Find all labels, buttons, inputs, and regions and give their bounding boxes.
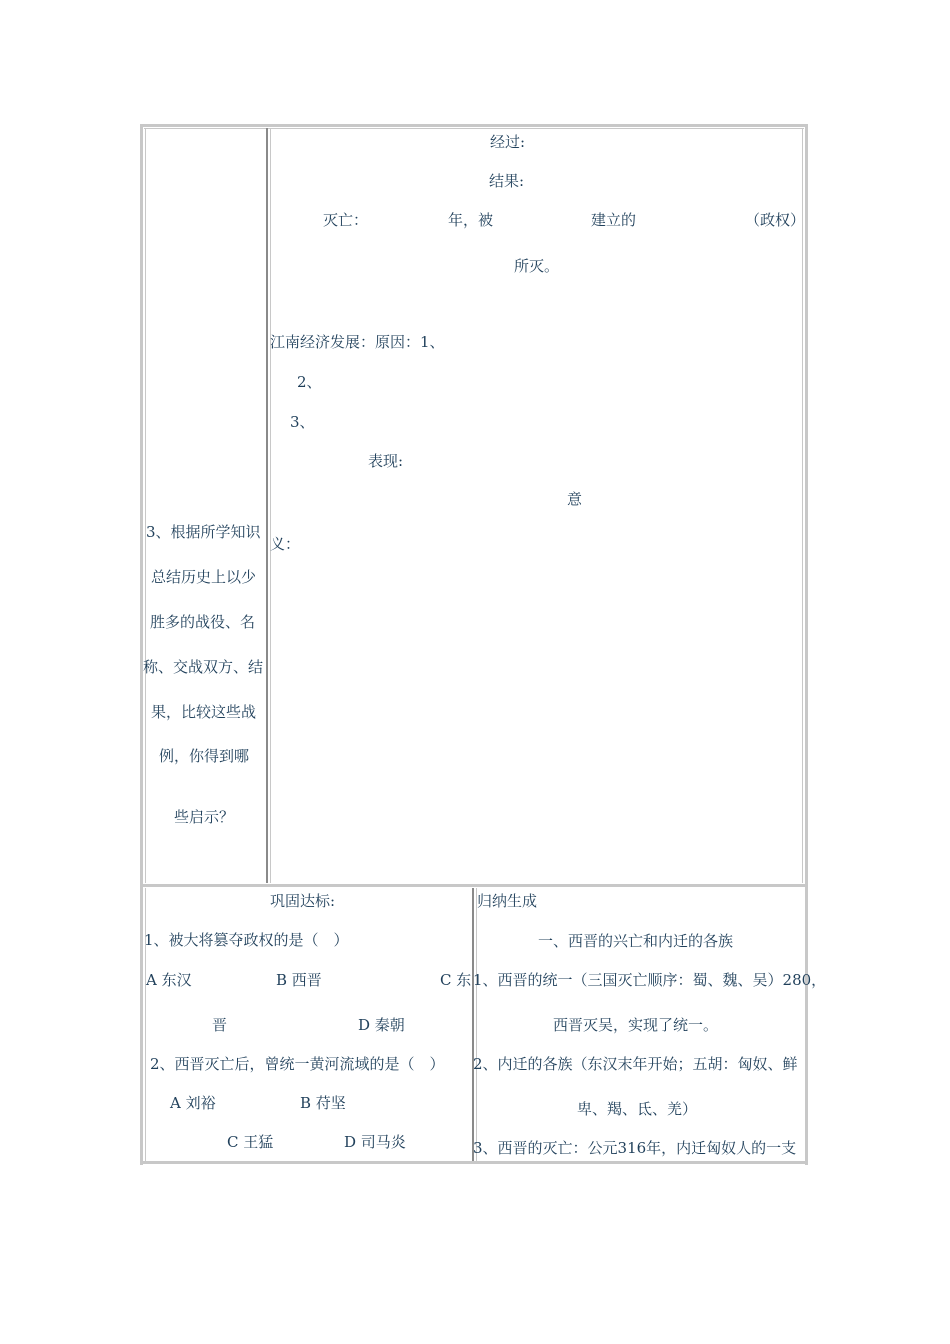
question-line: 总结历史上以少 — [151, 568, 257, 586]
q1-option-c: C 东 — [440, 971, 472, 989]
summary-heading: 归纳生成 — [477, 892, 538, 910]
question-line: 胜多的战役、名 — [150, 613, 256, 631]
summary-item-1-cont: 西晋灭吴，实现了统一。 — [553, 1016, 719, 1034]
bottom-table-border-left — [140, 884, 143, 1165]
question-line: 3、根据所学知识 — [146, 523, 261, 541]
question-1: 1、被大将篡夺政权的是（ ） — [144, 931, 349, 949]
reason-2: 2、 — [297, 373, 322, 391]
q2-option-c: C 王猛 — [227, 1133, 274, 1151]
summary-item-1: 1、西晋的统一（三国灭亡顺序：蜀、魏、吴）280， — [473, 971, 827, 989]
reason-3: 3、 — [290, 413, 315, 431]
manifestation-label: 表现: — [368, 452, 404, 470]
bottom-table-border-left-inner — [145, 888, 146, 1161]
q1-option-d: D 秦朝 — [358, 1016, 405, 1034]
top-table-border-top-inner — [144, 128, 804, 129]
top-table-border-left — [140, 124, 143, 887]
q1-option-a: A 东汉 — [146, 971, 192, 989]
top-table-divider-inner — [270, 128, 271, 883]
fall-label: 灭亡： — [323, 211, 369, 229]
question-line: 例，你得到哪 — [159, 747, 250, 765]
q2-option-b: B 苻坚 — [300, 1094, 346, 1112]
summary-section-title: 一、西晋的兴亡和内迁的各族 — [538, 932, 734, 950]
destroyed-label: 所灭。 — [514, 257, 560, 275]
top-table-border-top — [140, 124, 808, 127]
bottom-table-border-bottom — [140, 1161, 808, 1164]
question-line: 果，比较这些战 — [151, 703, 257, 721]
question-line: 些启示？ — [174, 808, 235, 826]
q2-option-a: A 刘裕 — [170, 1094, 216, 1112]
summary-item-2-cont: 卑、羯、氐、羌） — [577, 1100, 698, 1118]
question-2: 2、西晋灭亡后，曾统一黄河流域的是（ ） — [150, 1055, 445, 1073]
q1-option-b: B 西晋 — [276, 971, 322, 989]
process-label: 经过: — [490, 133, 526, 151]
summary-item-2: 2、内迁的各族（东汉末年开始；五胡：匈奴、鲜 — [473, 1055, 798, 1073]
bottom-table-border-right — [805, 884, 808, 1165]
bottom-table-divider — [472, 888, 474, 1161]
significance-label-part2: 义： — [270, 535, 301, 553]
q2-option-d: D 司马炎 — [344, 1133, 406, 1151]
bottom-table-divider-inner — [476, 888, 477, 1161]
top-table-border-right — [805, 124, 808, 887]
q1-option-c-continued: 晋 — [212, 1016, 228, 1034]
regime-label: （政权） — [745, 211, 806, 229]
consolidation-heading: 巩固达标: — [270, 892, 336, 910]
top-table-divider — [266, 128, 268, 883]
question-line: 称、交战双方、结 — [143, 658, 264, 676]
result-label: 结果: — [489, 172, 525, 190]
summary-item-3: 3、西晋的灭亡：公元316年，内迁匈奴人的一支 — [473, 1139, 797, 1157]
established-label: 建立的 — [591, 211, 637, 229]
top-table-border-left-inner — [145, 128, 146, 883]
top-table-border-right-inner — [802, 128, 803, 883]
bottom-table-border-top — [145, 885, 800, 887]
jiangnan-economy-label: 江南经济发展：原因：1、 — [270, 333, 445, 351]
year-label: 年，被 — [448, 211, 494, 229]
significance-label-part1: 意 — [567, 490, 583, 508]
